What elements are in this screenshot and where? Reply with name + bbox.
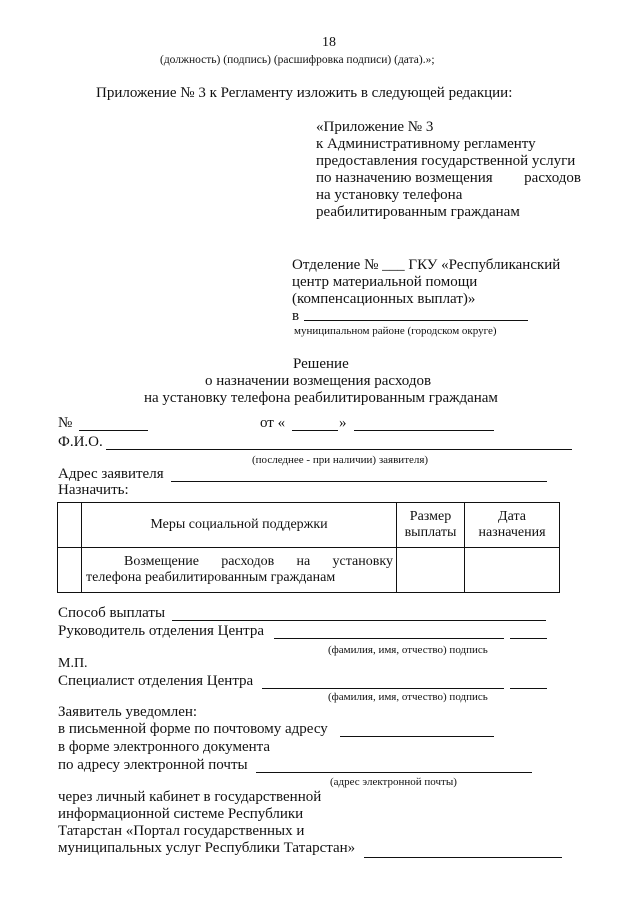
fio-input-line[interactable] [106,449,572,450]
postal-address-input-line[interactable] [340,736,494,737]
addressee-line: (компенсационных выплат)» [292,291,476,307]
header-amount [397,503,465,548]
head-label: Руководитель отделения Центра [58,623,265,639]
measure-line: телефона реабилитированным гражданам [86,570,336,585]
specialist-signature-input-line[interactable] [510,688,547,689]
header-date [465,503,560,548]
cabinet-input-line[interactable] [364,857,562,858]
addressee-line: в [292,308,300,324]
specialist-sign-caption: (фамилия, имя, отчество) подпись [328,691,488,703]
cabinet-line: Татарстан «Портал государственных и [58,823,305,839]
measure-word: на [296,554,311,569]
date-month-year-input-line[interactable] [354,430,494,431]
appendix-line: реабилитированным гражданам [316,204,520,220]
email-label: по адресу электронной почты [58,757,248,773]
previous-signature-caption: (должность) (подпись) (расшифровка подписи) (дата).»; [160,54,435,66]
head-sign-caption: (фамилия, имя, отчество) подпись [328,644,488,656]
measure-line-justified [86,554,393,570]
decision-subtitle: на установку телефона реабилитированным гражданам [144,390,498,406]
cabinet-line: муниципальных услуг Республики Татарстан» [58,840,356,856]
addressee-block [292,257,572,325]
appendix-line: на установку телефона [316,187,463,203]
measure-word: Возмещение [124,554,199,569]
decision-title: Решение [293,356,349,372]
table-header-row [58,503,560,548]
header-date-line: назначения [478,525,546,540]
appendix-line-justified [316,170,581,187]
page-number: 18 [322,35,336,50]
email-input-line[interactable] [256,772,532,773]
fio-label: Ф.И.О. [58,434,103,450]
addressee-line: Отделение № ___ ГКУ «Республиканский [292,257,561,273]
decision-subtitle: о назначении возмещения расходов [205,373,432,389]
appendix-line: «Приложение № 3 [316,119,434,135]
measure-description [82,548,397,593]
notified-label: Заявитель уведомлен: [58,704,198,720]
assign-label: Назначить: [58,482,129,498]
header-measures: Меры социальной поддержки [82,503,397,548]
date-from-label: от « [260,415,286,431]
number-input-line[interactable] [79,430,148,431]
date-day-input-line[interactable] [292,430,338,431]
appendix-line: к Административному регламенту [316,136,536,152]
head-signature-input-line[interactable] [510,638,547,639]
cabinet-block [58,789,355,857]
date-cell[interactable] [465,548,560,593]
measure-word: установку [332,554,393,569]
electronic-form-label: в форме электронного документа [58,739,271,755]
head-name-input-line[interactable] [274,638,504,639]
stamp-place-label: М.П. [58,656,88,671]
table-row [58,548,560,593]
email-caption: (адрес электронной почты) [330,776,457,788]
header-date-line: Дата [498,509,526,524]
intro-text: Приложение № 3 к Регламенту изложить в следующей редакции: [96,85,513,101]
appendix-header [316,119,581,221]
addressee-line: центр материальной помощи [292,274,478,290]
municipality-input-line[interactable] [304,320,528,321]
fio-caption: (последнее - при наличии) заявителя) [252,454,429,466]
header-amount-line: выплаты [404,525,457,540]
address-label: Адрес заявителя [58,466,164,482]
municipality-caption: муниципальном районе (городском округе) [294,325,497,337]
appendix-line: предоставления государственной услуги [316,153,576,169]
written-form-label: в письменной форме по почтовому адресу [58,721,328,737]
address-input-line[interactable] [171,481,547,482]
cabinet-line: через личный кабинет в государственной [58,789,322,805]
number-label: № [58,415,73,431]
payment-input-line[interactable] [172,620,546,621]
specialist-name-input-line[interactable] [262,688,504,689]
amount-cell[interactable] [397,548,465,593]
appendix-word: по назначению возмещения [316,170,493,186]
date-quote-close: » [339,415,347,431]
table-cell [58,503,82,548]
measure-word: расходов [221,554,275,569]
appendix-word: расходов [524,170,581,186]
payment-label: Способ выплаты [58,605,166,621]
measures-table [57,502,560,593]
table-cell [58,548,82,593]
specialist-label: Специалист отделения Центра [58,673,254,689]
header-amount-line: Размер [409,509,452,524]
cabinet-line: информационной системе Республики [58,806,304,822]
